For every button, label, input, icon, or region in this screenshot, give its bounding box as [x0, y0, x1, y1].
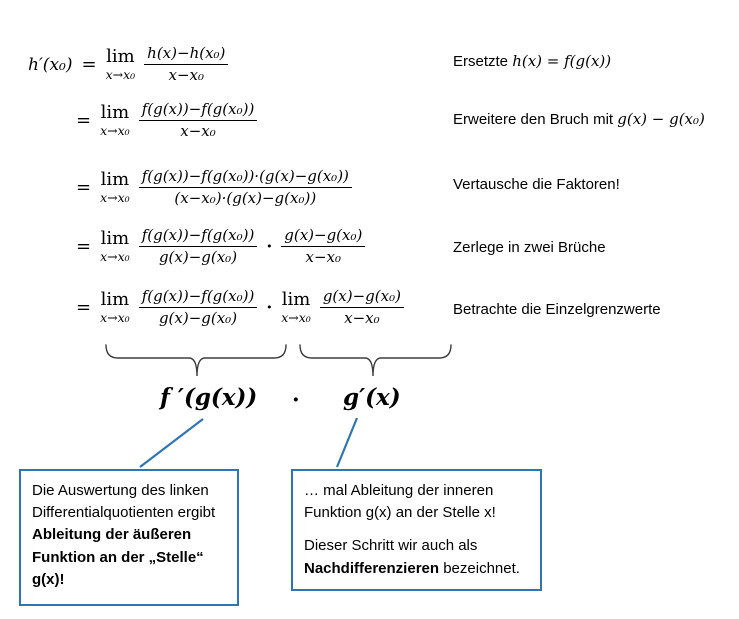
fraction-numerator: f(g(x))−f(g(x₀))	[139, 288, 258, 308]
lim-block	[106, 48, 136, 82]
result-inner-derivative: g′(x)	[343, 384, 401, 411]
underbrace-left	[105, 342, 287, 380]
lim-word: lim	[100, 102, 130, 123]
result-outer-derivative: f ′(g(x))	[160, 384, 258, 411]
callout-right-normal: Dieser Schritt wir auch als	[304, 537, 478, 555]
note-1	[453, 52, 611, 70]
note-text: Ersetzte	[453, 53, 513, 70]
lim-subscript: x→x₀	[281, 310, 311, 325]
equation-row-2	[76, 101, 257, 141]
lim-subscript: x→x₀	[100, 310, 130, 325]
fraction-denominator: x−x₀	[344, 309, 380, 328]
callout-right-bold: Nachdifferenzieren	[304, 559, 440, 577]
lim-word: lim	[106, 46, 135, 67]
lim-word: lim	[100, 289, 130, 310]
callout-right	[291, 469, 542, 591]
lim-subscript: x→x₀	[105, 67, 136, 82]
lim-subscript: x→x₀	[100, 123, 130, 138]
equation-row-4	[76, 227, 365, 267]
lim-word: lim	[281, 289, 311, 310]
equals-sign: =	[76, 236, 92, 258]
fraction	[139, 168, 352, 208]
fraction-denominator: x−x₀	[305, 248, 342, 267]
lim-block	[100, 291, 130, 325]
fraction-numerator: f(g(x))−f(g(x₀))	[139, 101, 258, 121]
fraction	[320, 288, 404, 328]
callout-connector-lines	[0, 412, 739, 472]
lim-block	[100, 171, 130, 205]
note-text: Zerlege in zwei Brüche	[453, 239, 606, 256]
callout-left-text	[32, 480, 226, 591]
lim-subscript: x→x₀	[100, 249, 130, 264]
note-text: Vertausche die Faktoren!	[453, 176, 620, 193]
note-4	[453, 238, 606, 256]
fraction	[281, 227, 365, 267]
callout-left-normal: Die Auswertung des linken Differentialquotienten ergibt	[32, 482, 216, 522]
callout-right-paragraph-1: … mal Ableitung der inneren Funktion g(x) an der Stelle x!	[304, 482, 496, 522]
underbrace-right	[299, 342, 452, 380]
fraction	[139, 288, 258, 328]
lim-subscript: x→x₀	[100, 190, 130, 205]
callout-right-end: bezeichnet.	[439, 559, 520, 577]
callout-left	[19, 469, 239, 606]
note-2	[453, 110, 705, 128]
note-text: Betrachte die Einzelgrenzwerte	[453, 301, 661, 318]
equals-sign: =	[76, 177, 92, 199]
multiplication-dot: ·	[266, 297, 273, 318]
fraction-denominator: g(x)−g(x₀)	[158, 248, 238, 267]
lim-block	[100, 104, 130, 138]
connector-line-left	[140, 419, 203, 467]
result-multiplication-dot: ·	[292, 387, 300, 413]
equation-row-1	[28, 45, 228, 85]
fraction-numerator: f(g(x))−f(g(x₀))·(g(x)−g(x₀))	[139, 168, 352, 188]
fraction-numerator: g(x)−g(x₀)	[281, 227, 365, 247]
equation-row-5	[76, 288, 404, 328]
fraction-numerator: h(x)−h(x₀)	[144, 45, 228, 65]
lim-word: lim	[100, 169, 130, 190]
callout-left-bold: Ableitung der äußeren Funktion an der „Stelle“ g(x)!	[32, 526, 204, 588]
note-5	[453, 300, 661, 318]
equation-row-3	[76, 168, 352, 208]
equation-lhs: h′(x₀)	[28, 54, 73, 75]
note-3	[453, 175, 620, 193]
note-math: h(x) = f(g(x))	[512, 52, 612, 70]
callout-right-paragraph-2	[304, 535, 529, 579]
fraction	[139, 227, 258, 267]
equals-sign: =	[81, 54, 97, 76]
fraction-denominator: (x−x₀)·(g(x)−g(x₀))	[174, 189, 317, 208]
lim-block	[281, 291, 311, 325]
lim-block	[100, 230, 130, 264]
equals-sign: =	[76, 110, 92, 132]
fraction	[139, 101, 258, 141]
fraction	[144, 45, 228, 85]
fraction-denominator: g(x)−g(x₀)	[158, 309, 238, 328]
multiplication-dot: ·	[266, 236, 273, 257]
fraction-numerator: g(x)−g(x₀)	[320, 288, 404, 308]
note-math: g(x) − g(x₀)	[617, 110, 705, 128]
note-text: Erweitere den Bruch mit	[453, 111, 618, 128]
equals-sign: =	[76, 297, 92, 319]
lim-word: lim	[100, 228, 130, 249]
fraction-denominator: x−x₀	[180, 122, 216, 141]
fraction-numerator: f(g(x))−f(g(x₀))	[139, 227, 258, 247]
connector-line-right	[337, 418, 357, 467]
fraction-denominator: x−x₀	[168, 66, 205, 85]
